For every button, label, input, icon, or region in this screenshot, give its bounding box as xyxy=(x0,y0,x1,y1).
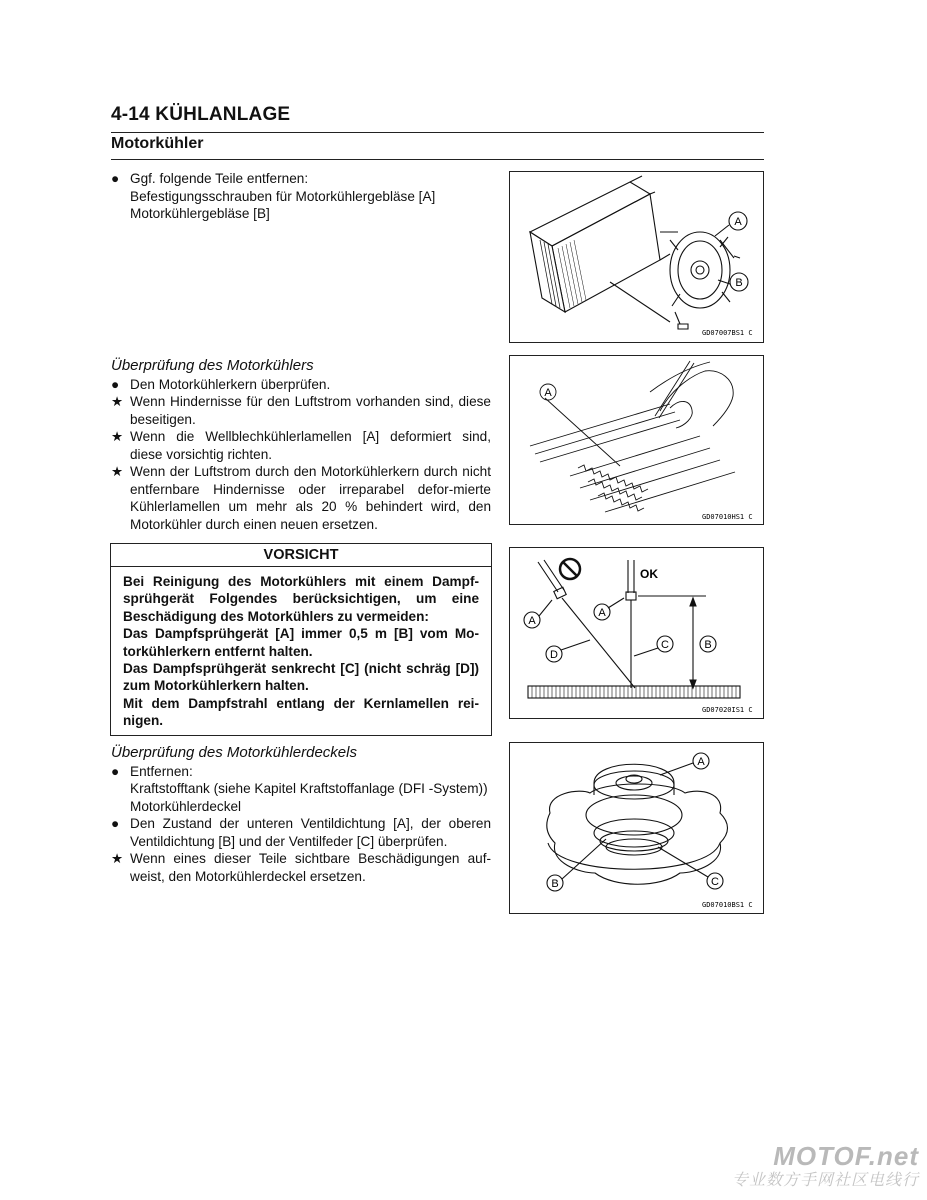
caution-paragraph-1: Bei Reinigung des Motorkühlers mit einem Dampf-sprühgerät Folgendes berücksichtigen, um eine Beschädigung des Motorkühlers zu vermeiden: xyxy=(123,574,479,624)
figure-fins xyxy=(509,355,764,525)
figure-label: A xyxy=(697,756,705,768)
section-title: Motorkühler xyxy=(111,135,204,152)
inspection-core-note-3: Wenn der Luftstrom durch den Motorkühlerkern durch nicht entfernbare Hindernisse oder irreparabel defor-mierte Kühlerlamellen um mehr als 20 % behindert wird, den Motorkühler durch einen neuen ersetzen. xyxy=(130,464,491,532)
title-rule xyxy=(111,132,764,133)
inspection-cap-title: Überprüfung des Motorkühlerdeckels xyxy=(111,744,357,761)
watermark-tagline: 专业数方手网社区电线行 xyxy=(731,1172,919,1189)
section-rule xyxy=(111,159,764,160)
bullet-icon: ● xyxy=(111,816,120,831)
figure-label: C xyxy=(661,639,669,651)
bullet-icon: ● xyxy=(111,171,120,186)
figure-code: GD07007BS1 C xyxy=(702,329,753,337)
removal-intro: Ggf. folgende Teile entfernen: xyxy=(130,171,309,186)
star-icon: ★ xyxy=(111,464,124,479)
figure-label: B xyxy=(704,639,712,651)
star-icon: ★ xyxy=(111,851,124,866)
caution-paragraph-3: Das Dampfsprühgerät senkrecht [C] (nicht schräg [D]) zum Motorkühlerkern halten. xyxy=(123,661,479,694)
figure-label: D xyxy=(550,649,558,661)
inspection-core-note-2: Wenn die Wellblechkühlerlamellen [A] deformiert sind, diese vorsichtig richten. xyxy=(130,429,491,462)
caution-title: VORSICHT xyxy=(111,544,491,567)
figure-label: A xyxy=(528,615,536,627)
inspection-core-step: Den Motorkühlerkern überprüfen. xyxy=(130,376,331,392)
figure-radiator-cap xyxy=(509,742,764,914)
star-icon: ★ xyxy=(111,394,124,409)
figure-code: GD07020IS1 C xyxy=(702,706,753,714)
caution-box xyxy=(110,543,492,736)
removal-item-2: Motorkühlergebläse [B] xyxy=(130,206,270,221)
figure-radiator-fan xyxy=(509,171,764,343)
figure-label: B xyxy=(735,277,743,289)
bullet-icon: ● xyxy=(111,763,120,779)
figure-steam-cleaner xyxy=(509,547,764,719)
figure-label: A xyxy=(598,607,606,619)
inspection-core-title: Überprüfung des Motorkühlers xyxy=(111,357,314,374)
star-icon: ★ xyxy=(111,429,124,444)
figure-label: A xyxy=(544,387,552,399)
ok-label: OK xyxy=(640,567,658,581)
caution-paragraph-2: Das Dampfsprühgerät [A] immer 0,5 m [B] vom Mo-torkühlerkern entfernt halten. xyxy=(123,626,479,659)
figure-label: A xyxy=(734,216,742,228)
removal-item-1: Befestigungsschrauben für Motorkühlergebläse [A] xyxy=(130,188,436,204)
inspection-cap-block xyxy=(111,744,491,885)
figure-label: C xyxy=(711,876,719,888)
figure-code: GD07010HS1 C xyxy=(702,513,753,521)
inspection-core-block xyxy=(111,357,491,533)
bullet-icon: ● xyxy=(111,376,120,392)
figure-label: B xyxy=(551,878,559,890)
inspection-cap-step-2: Den Zustand der unteren Ventildichtung [A], der oberen Ventildichtung [B] und der Ventilfeder [C] überprüfen. xyxy=(130,816,491,849)
inspection-cap-step-1: Entfernen: xyxy=(130,763,193,779)
caution-paragraph-4: Mit dem Dampfstrahl entlang der Kernlamellen rei-nigen. xyxy=(123,695,479,729)
inspection-cap-item-1: Kraftstofftank (siehe Kapitel Kraftstoffanlage (DFI -System)) xyxy=(130,781,488,796)
removal-block xyxy=(111,170,491,223)
figure-code: GD07010BS1 C xyxy=(702,901,753,909)
watermark-brand: MOTOF.net xyxy=(773,1141,919,1171)
inspection-core-note-1: Wenn Hindernisse für den Luftstrom vorhanden sind, diese beseitigen. xyxy=(130,394,491,427)
chapter-title: 4-14 KÜHLANLAGE xyxy=(111,104,291,125)
inspection-cap-note: Wenn eines dieser Teile sichtbare Beschädigungen auf-weist, den Motorkühlerdeckel ersetzen. xyxy=(130,851,491,884)
inspection-cap-item-2: Motorkühlerdeckel xyxy=(130,798,242,814)
